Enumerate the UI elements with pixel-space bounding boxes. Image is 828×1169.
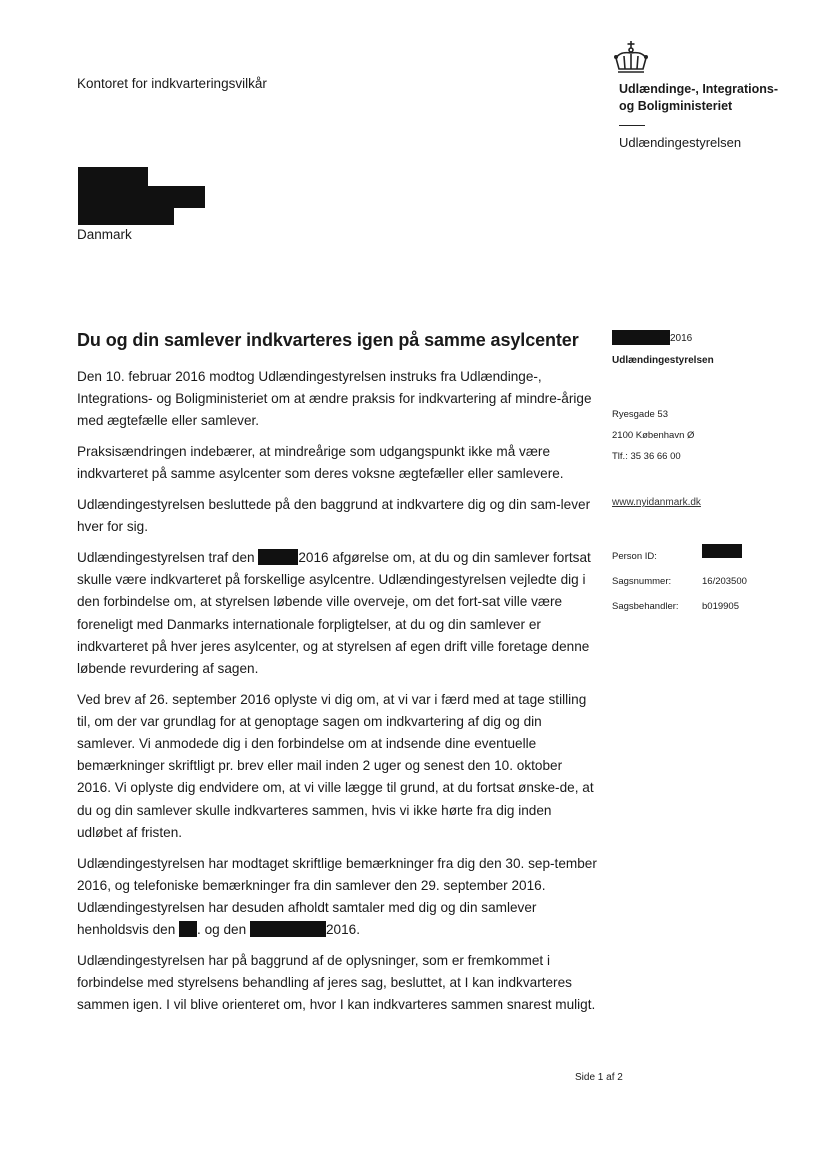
handler-row bbox=[612, 594, 747, 619]
letter-date: 2016 bbox=[612, 330, 692, 345]
redacted-recipient-address bbox=[78, 186, 205, 208]
redacted-recipient-name bbox=[78, 167, 148, 187]
handler-label: Sagsbehandler: bbox=[612, 601, 679, 612]
paragraph-5: Ved brev af 26. september 2016 oplyste vi dig om, at vi var i færd med at tage stilling til, om der var grundlag for at genoptage sagen om indkvartering af dig og din samlever. Vi anmodede dig i den forbindelse om at indsende dine eventuelle bemærkninger skriftligt pr. brev eller mail inden 2 uger og senest den 10. oktober 2016. Vi oplyste dig endvidere om, at vi ville lægge til grund, at du fortsat ønske-de, at du og din samlever skulle indkvarteres sammen, hvis vi ikke hørte fra dig inden udløbet af fristen. bbox=[77, 691, 594, 840]
sender-office: Kontoret for indkvarteringsvilkår bbox=[77, 76, 267, 91]
agency-address bbox=[612, 404, 694, 467]
paragraph-3: Udlændingestyrelsen besluttede på den baggrund at indkvartere dig og din sam-lever hver for sig. bbox=[77, 497, 591, 535]
case-number-label: Sagsnummer: bbox=[612, 576, 672, 587]
agency-name: Udlændingestyrelsen bbox=[619, 135, 742, 150]
ministry-line-2: og Boligministeriet bbox=[619, 99, 733, 113]
recipient-country: Danmark bbox=[77, 227, 132, 242]
person-id-label: Person ID: bbox=[612, 551, 657, 562]
page-number: Side 1 af 2 bbox=[575, 1072, 623, 1083]
paragraph-2: Praksisændringen indebærer, at mindreårige som udgangspunkt ikke må være indkvarteret på samme asylcenter som deres voksne ægtefæller eller samlevere. bbox=[77, 444, 564, 482]
phone-number: Tlf.: 35 36 66 00 bbox=[612, 451, 681, 462]
paragraph-4-start: Udlændingestyrelsen traf den bbox=[77, 549, 259, 565]
redacted-date bbox=[612, 330, 670, 345]
case-number-value: 16/203500 bbox=[702, 576, 747, 587]
paragraph-4 bbox=[77, 547, 597, 680]
redacted-date bbox=[258, 549, 298, 565]
case-info bbox=[612, 544, 747, 619]
paragraph-1: Den 10. februar 2016 modtog Udlændingestyrelsen instruks fra Udlændinge-, Integrations- og Boligministeriet om at ændre praksis for indkvartering af mindre-årige med ægtefælle eller samlever. bbox=[77, 369, 592, 429]
royal-crown-icon bbox=[611, 40, 651, 76]
paragraph-7: Udlændingestyrelsen har på baggrund af de oplysninger, som er fremkommet i forbindelse med styrelsens behandling af jeres sag, besluttet, at I kan indkvarteres sammen igen. I vil blive orienteret om, hvor I kan indkvarteres sammen snarest muligt. bbox=[77, 952, 596, 1013]
website-link[interactable]: www.nyidanmark.dk bbox=[612, 497, 701, 508]
paragraph-4-rest: 2016 afgørelse om, at du og din samlever fortsat skulle være indkvarteret på forskellige asylcentre. Udlændingestyrelsen vejledte dig i den forbindelse om, at styrelsen løbende ville overveje, om det fort-sat ville være foreneligt med Danmarks internationale forpligtelser, at du og din samlever er indkvarteret på hver jeres asylcenter, og at styrelsen af egen drift ville foretage denne løbende revurdering af sagen. bbox=[77, 549, 591, 676]
paragraph-6-start: Udlændingestyrelsen har modtaget skriftlige bemærkninger fra dig den 30. sep-tember 2016, og telefoniske bemærkninger fra din samlever den 29. september 2016. Udlændingestyrelsen har desuden afholdt samtaler med dig og din samlever henholdsvis den bbox=[77, 855, 597, 938]
ministry-name bbox=[619, 81, 809, 115]
redacted-recipient-city bbox=[78, 206, 174, 225]
letter-body bbox=[77, 366, 597, 1025]
redacted-person-id bbox=[702, 544, 742, 558]
street-address: Ryesgade 53 bbox=[612, 409, 668, 420]
redacted-date bbox=[179, 921, 197, 937]
redacted-date bbox=[250, 921, 326, 937]
paragraph-6-mid: . og den bbox=[197, 922, 250, 938]
header-divider bbox=[619, 125, 645, 126]
postal-address: 2100 København Ø bbox=[612, 430, 695, 441]
handler-value: b019905 bbox=[702, 601, 739, 612]
ministry-line-1: Udlændinge-, Integrations- bbox=[619, 82, 779, 96]
paragraph-6 bbox=[77, 853, 597, 942]
letter-title: Du og din samlever indkvarteres igen på samme asylcenter bbox=[77, 330, 579, 350]
sidebar-agency: Udlændingestyrelsen bbox=[612, 355, 714, 366]
paragraph-6-end: 2016. bbox=[325, 922, 360, 938]
person-id-row bbox=[612, 544, 747, 569]
case-number-row bbox=[612, 569, 747, 594]
